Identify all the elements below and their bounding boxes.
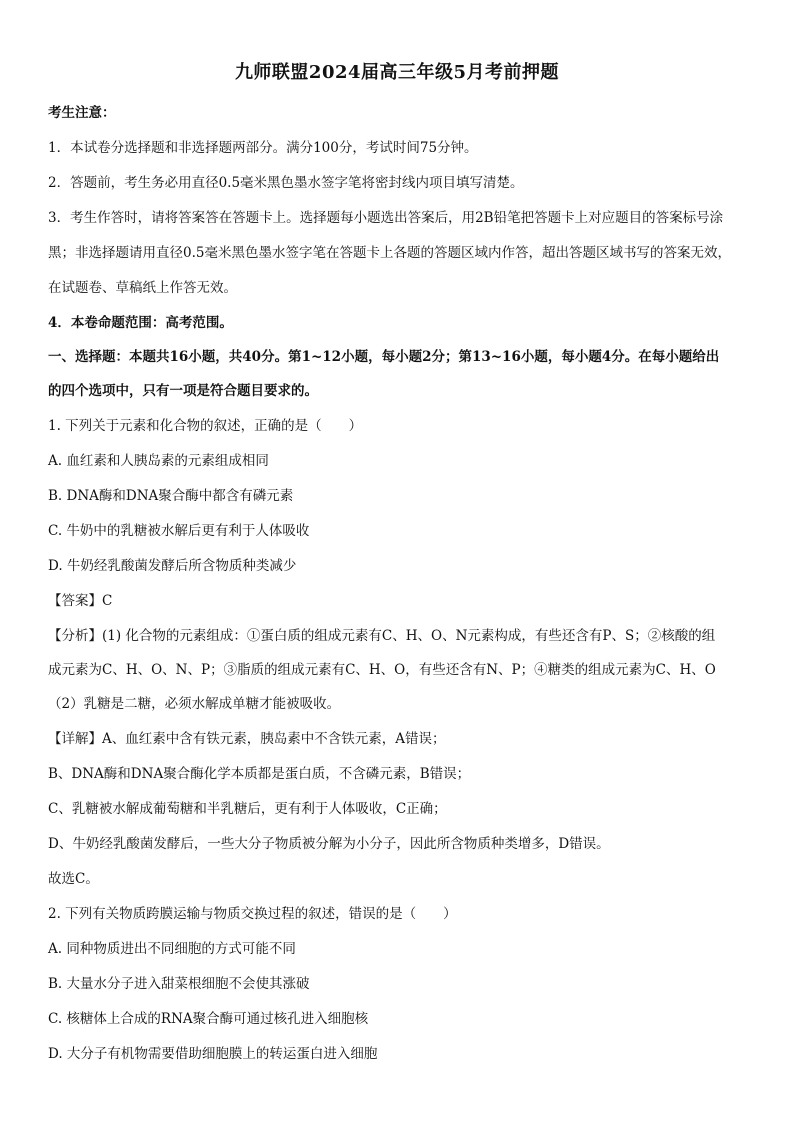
question-stem: 1. 下列关于元素和化合物的叙述，正确的是（ ） xyxy=(48,418,363,434)
detail-line: 【详解】A、血红素中含有铁元素，胰岛素中不含铁元素，A错误； xyxy=(48,731,446,747)
question-stem: 2. 下列有关物质跨膜运输与物质交换过程的叙述，错误的是（ ） xyxy=(48,906,457,922)
exam-title: 九师联盟2024届高三年级5月考前押题 xyxy=(234,62,560,83)
detail-line: 故选C。 xyxy=(48,871,99,887)
question-option: D. 大分子有机物需要借助细胞膜上的转运蛋白进入细胞 xyxy=(48,1046,378,1062)
question-option: C. 牛奶中的乳糖被水解后更有利于人体吸收 xyxy=(48,523,310,539)
question-option: C. 核糖体上合成的RNA聚合酶可通过核孔进入细胞核 xyxy=(48,1011,369,1027)
notice-item: 黑；非选择题请用直径0.5毫米黑色墨水签字笔在答题卡上各题的答题区域内作答，超出答题区域书写的答案无效， xyxy=(48,245,731,261)
question-option: A. 血红素和人胰岛素的元素组成相同 xyxy=(48,453,269,469)
notice-heading: 考生注意： xyxy=(48,105,116,121)
analysis-line: （2）乳糖是二糖，必须水解成单糖才能被吸收。 xyxy=(48,696,341,712)
question-option: D. 牛奶经乳酸菌发酵后所含物质种类减少 xyxy=(48,558,297,574)
detail-line: D、牛奶经乳酸菌发酵后，一些大分子物质被分解为小分子，因此所含物质种类增多，D错误。 xyxy=(48,836,610,852)
analysis-line: 成元素为C、H、O、N、P；③脂质的组成元素有C、H、O，有些还含有N、P；④糖类的组成元素为C、H、O xyxy=(48,662,716,678)
notice-item: 在试题卷、草稿纸上作答无效。 xyxy=(48,280,237,296)
section-heading: 一、选择题：本题共16小题，共40分。第1~12小题，每小题2分；第13~16小题，每小题4分。在每小题给出 xyxy=(48,349,720,365)
answer: 【答案】C xyxy=(48,593,113,609)
detail-line: B、DNA酶和DNA聚合酶化学本质都是蛋白质，不含磷元素，B错误； xyxy=(48,766,471,782)
question-option: B. 大量水分子进入甜菜根细胞不会使其涨破 xyxy=(48,976,310,992)
question-option: A. 同种物质进出不同细胞的方式可能不同 xyxy=(48,941,296,957)
notice-item: 3．考生作答时，请将答案答在答题卡上。选择题每小题选出答案后，用2B铅笔把答题卡上对应题目的答案标号涂 xyxy=(48,210,724,226)
analysis-line: 【分析】(1) 化合物的元素组成：①蛋白质的组成元素有C、H、O、N元素构成，有些还含有P、S；②核酸的组 xyxy=(48,628,716,644)
notice-item: 2．答题前，考生务必用直径0.5毫米黑色墨水签字笔将密封线内项目填写清楚。 xyxy=(48,175,524,191)
detail-line: C、乳糖被水解成葡萄糖和半乳糖后，更有利于人体吸收，C正确； xyxy=(48,801,447,817)
question-option: B. DNA酶和DNA聚合酶中都含有磷元素 xyxy=(48,488,294,504)
notice-item: 4．本卷命题范围：高考范围。 xyxy=(48,315,233,331)
notice-item: 1．本试卷分选择题和非选择题两部分。满分100分，考试时间75分钟。 xyxy=(48,140,478,156)
section-heading: 的四个选项中，只有一项是符合题目要求的。 xyxy=(48,383,318,399)
